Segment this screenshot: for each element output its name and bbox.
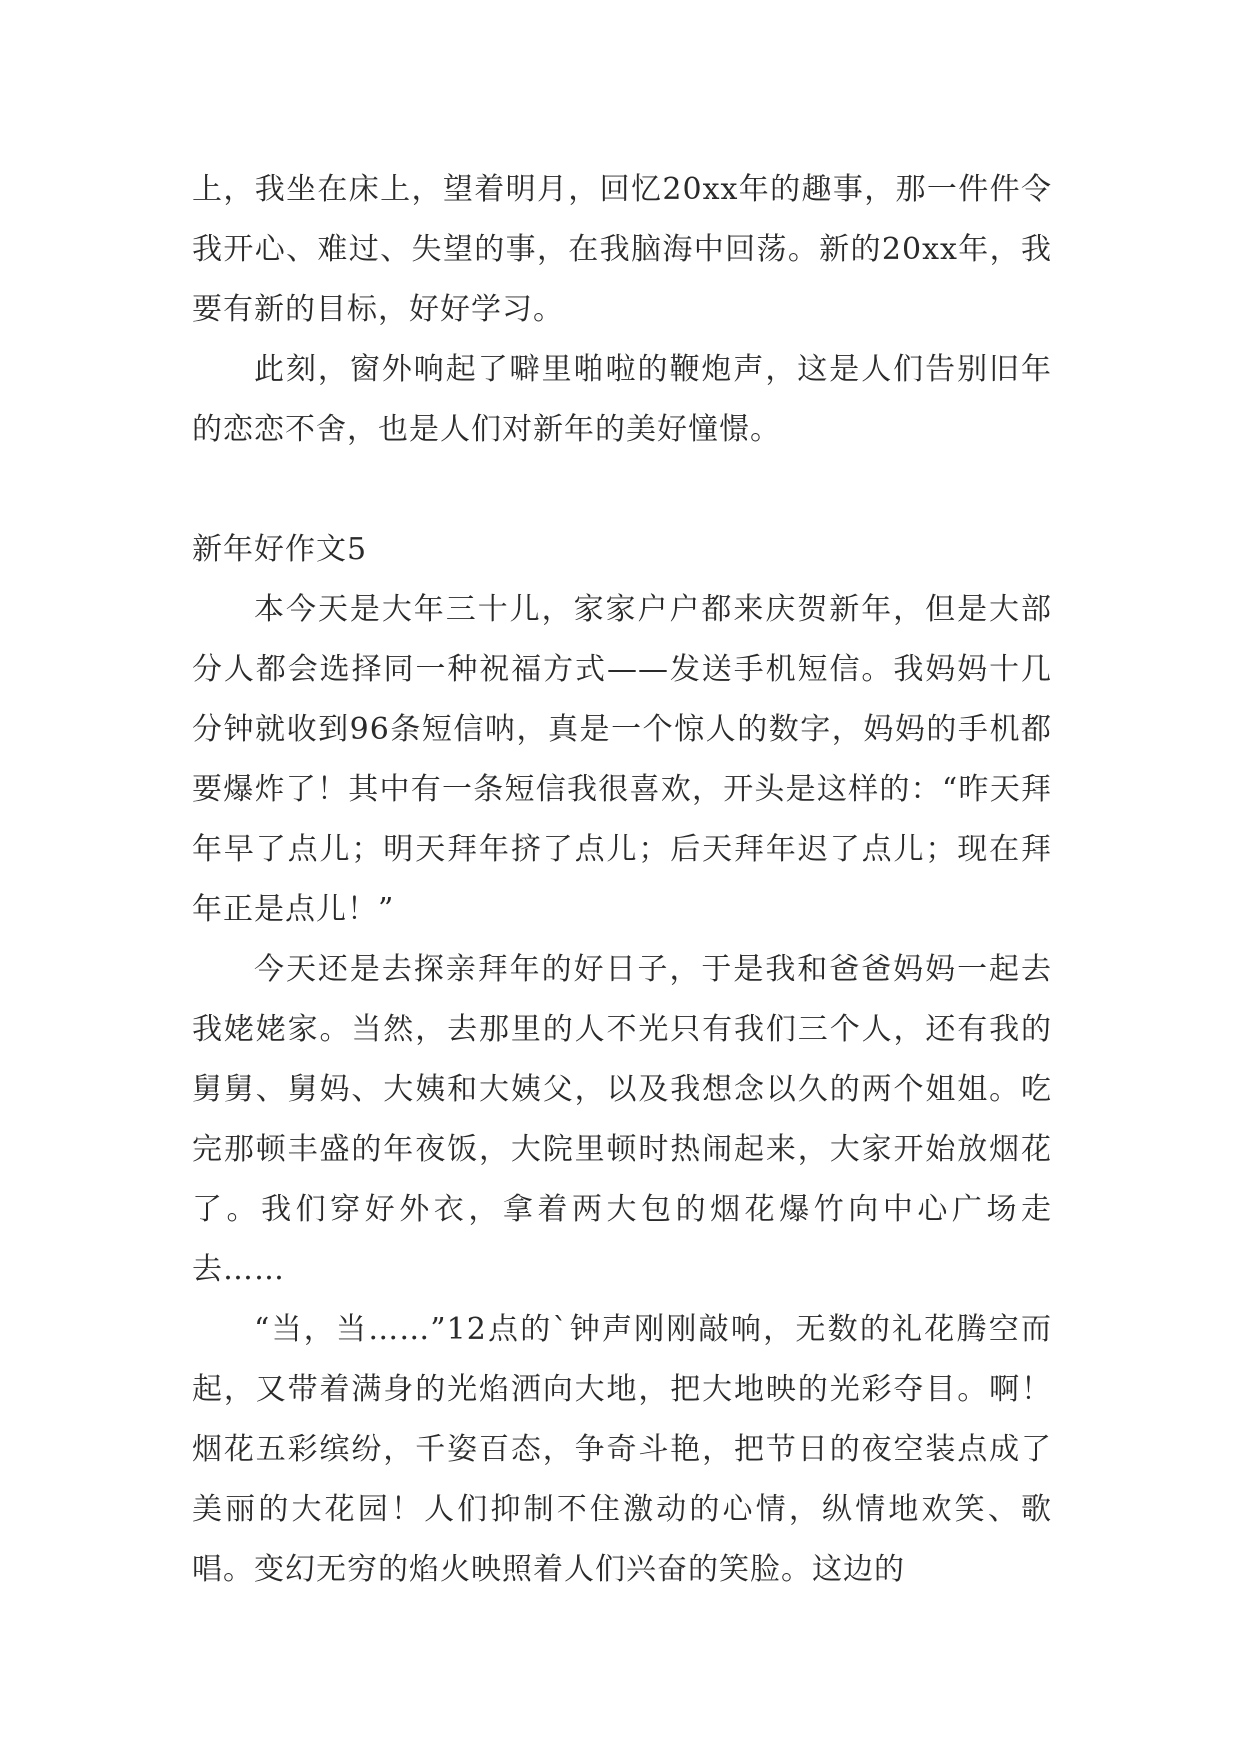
paragraph-continued: 上，我坐在床上，望着明月，回忆20xx年的趣事，那一件件令我开心、难过、失望的事，在我脑海中回荡。新的20xx年，我要有新的目标，好好学习。 bbox=[192, 172, 1052, 327]
document-page bbox=[192, 160, 1052, 1600]
paragraph-new-year-eve: 本今天是大年三十儿，家家户户都来庆贺新年，但是大部分人都会选择同一种祝福方式——发送手机短信。我妈妈十几分钟就收到96条短信呐，真是一个惊人的数字，妈妈的手机都要爆炸了！其中有一条短信我很喜欢，开头是这样的：“昨天拜年早了点儿；明天拜年挤了点儿；后天拜年迟了点儿；现在拜年正是点儿！” bbox=[192, 592, 1052, 927]
paragraph-firecrackers: 此刻，窗外响起了噼里啪啦的鞭炮声，这是人们告别旧年的恋恋不舍，也是人们对新年的美好憧憬。 bbox=[192, 352, 1052, 447]
paragraph-fireworks: “当，当……”12点的`钟声刚刚敲响，无数的礼花腾空而起，又带着满身的光焰洒向大地，把大地映的光彩夺目。啊！烟花五彩缤纷，千姿百态，争奇斗艳，把节日的夜空装点成了美丽的大花园！人们抑制不住激动的心情，纵情地欢笑、歌唱。变幻无穷的焰火映照着人们兴奋的笑脸。这边的 bbox=[192, 1312, 1052, 1587]
section-title: 新年好作文5 bbox=[192, 532, 368, 567]
paragraph-visit-family: 今天还是去探亲拜年的好日子，于是我和爸爸妈妈一起去我姥姥家。当然，去那里的人不光只有我们三个人，还有我的舅舅、舅妈、大姨和大姨父，以及我想念以久的两个姐姐。吃完那顿丰盛的年夜饭，大院里顿时热闹起来，大家开始放烟花了。我们穿好外衣，拿着两大包的烟花爆竹向中心广场走去…… bbox=[192, 952, 1052, 1287]
